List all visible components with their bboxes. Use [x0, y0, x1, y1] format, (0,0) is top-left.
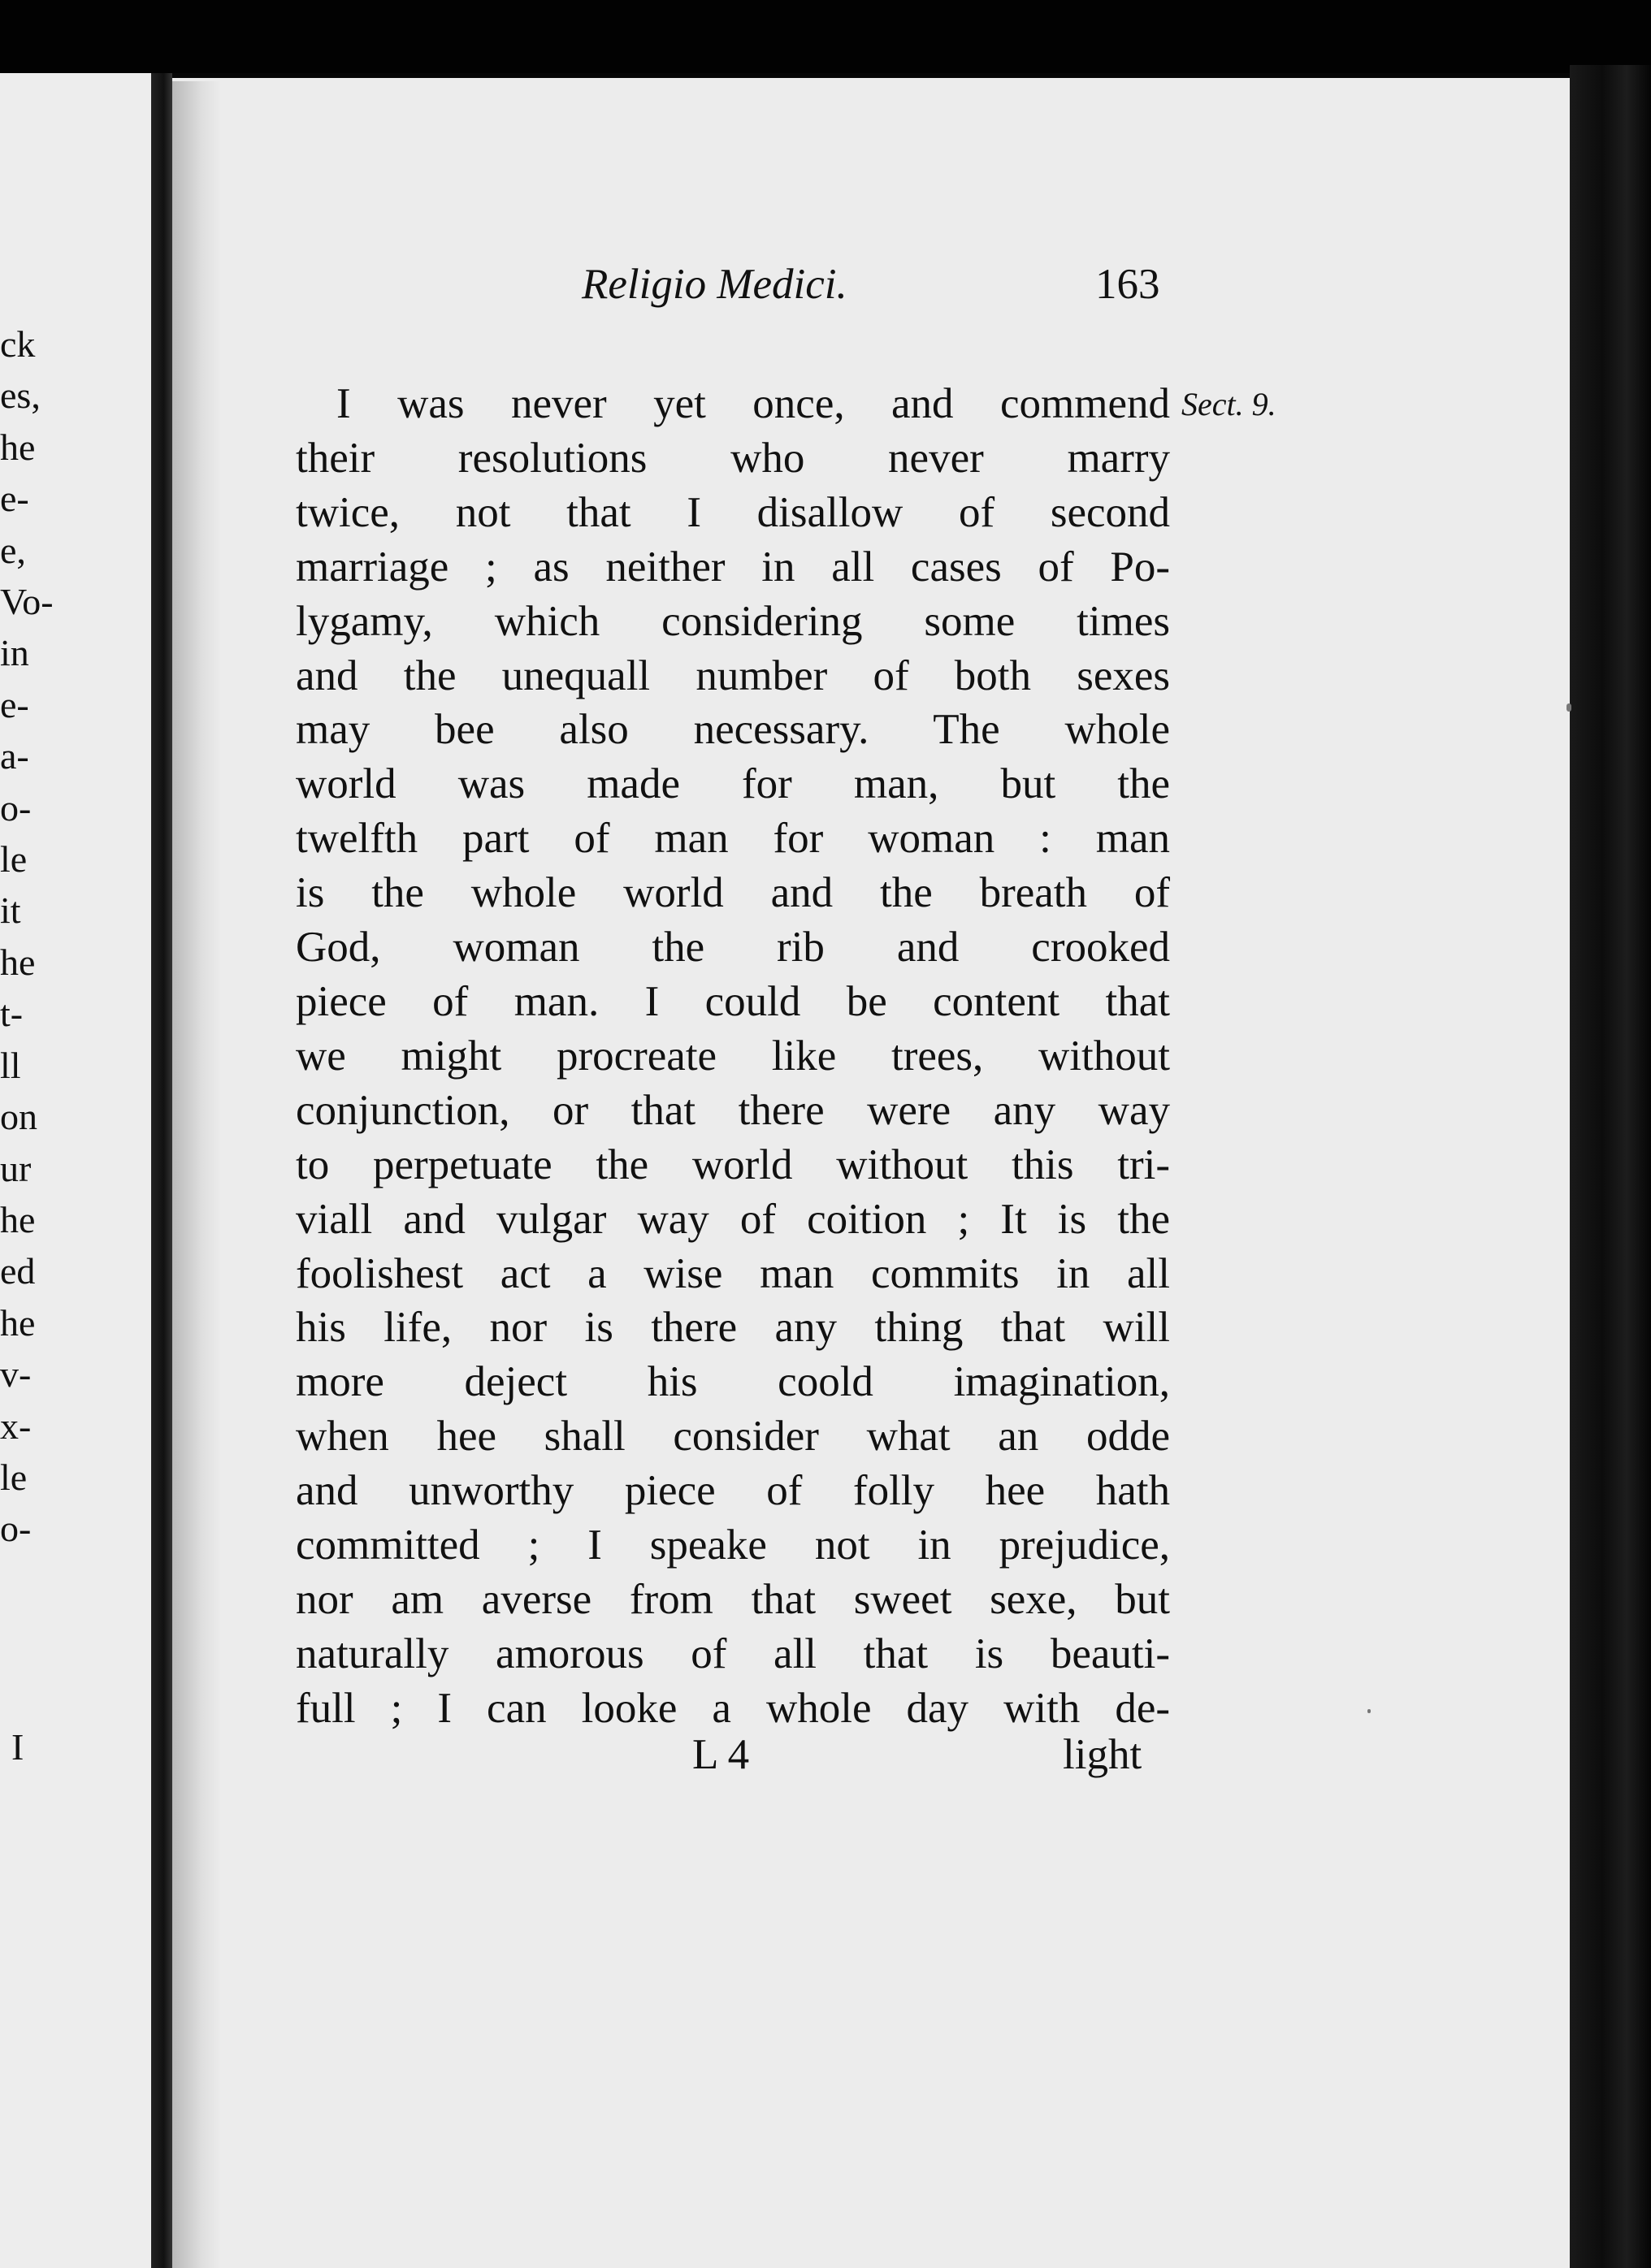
text-line: world was made for man, but the [296, 760, 1170, 808]
text-line: marriage ; as neither in all cases of Po- [296, 543, 1170, 591]
left-page-fragment: a- [0, 735, 29, 777]
text-line: their resolutions who never marry [296, 434, 1170, 482]
page-edge-shadow [1570, 65, 1651, 2268]
text-line: nor am averse from that sweet sexe, but [296, 1575, 1170, 1623]
text-line: we might procreate like trees, without [296, 1032, 1170, 1080]
left-page-fragment: o- [0, 1508, 32, 1550]
left-page-catchword: I [11, 1726, 24, 1768]
text-line: piece of man. I could be content that [296, 977, 1170, 1025]
running-head-title: Religio Medici. [582, 261, 847, 308]
left-page-fragment: ck [0, 323, 36, 365]
section-margin-note: Sect. 9. [1181, 386, 1276, 422]
text-line: is the whole world and the breath of [296, 869, 1170, 917]
gutter-shadow [151, 73, 172, 2268]
left-page-fragment: ll [0, 1044, 21, 1086]
left-page-fragment: it [0, 889, 21, 932]
left-page-fragment: e- [0, 478, 29, 520]
catchword: light [1063, 1731, 1142, 1778]
text-line: more deject his coold imagination, [296, 1358, 1170, 1406]
left-page-fragment: in [0, 632, 29, 674]
text-line: twelfth part of man for woman : man [296, 815, 1170, 863]
gutter-fade [172, 81, 221, 2268]
left-page-fragment: e, [0, 529, 26, 571]
text-line: God, woman the rib and crooked [296, 924, 1170, 972]
text-line: when hee shall consider what an odde [296, 1413, 1170, 1461]
scan-top-border [0, 0, 1651, 73]
left-page-fragment: Vo- [0, 581, 54, 623]
text-line: naturally amorous of all that is beauti- [296, 1630, 1170, 1677]
text-line: twice, not that I disallow of second [296, 488, 1170, 536]
text-line: foolishest act a wise man commits in all [296, 1249, 1170, 1297]
text-line: to perpetuate the world without this tri- [296, 1140, 1170, 1188]
text-line: and unworthy piece of folly hee hath [296, 1467, 1170, 1515]
left-page-fragment: ed [0, 1250, 36, 1292]
left-page-fragment: ur [0, 1147, 32, 1189]
text-line: his life, nor is there any thing that will [296, 1304, 1170, 1352]
page-number: 163 [1095, 261, 1160, 308]
text-line: and the unequall number of both sexes [296, 651, 1170, 699]
text-line: viall and vulgar way of coition ; It is the [296, 1195, 1170, 1243]
printer-signature-mark: L 4 [692, 1731, 750, 1778]
left-page-fragment: e- [0, 683, 29, 725]
left-page-fragment: x- [0, 1405, 32, 1447]
left-page-fragment: he [0, 941, 36, 983]
left-page-fragment: es, [0, 374, 41, 417]
left-page-fragment: he [0, 1301, 36, 1344]
left-page-fragment: v- [0, 1353, 32, 1396]
body-text [296, 377, 1170, 1736]
text-line: lygamy, which considering some times [296, 597, 1170, 645]
left-page-fragment: le [0, 1456, 28, 1498]
left-page-fragment: le [0, 838, 28, 881]
scan-speck [1367, 1709, 1371, 1713]
left-page-fragment: on [0, 1096, 37, 1138]
text-line: full ; I can looke a whole day with de- [296, 1684, 1170, 1732]
left-page-fragment: he [0, 426, 36, 468]
text-line: committed ; I speake not in prejudice, [296, 1521, 1170, 1569]
left-page-fragment: he [0, 1198, 36, 1240]
text-line: I was never yet once, and commend [336, 380, 1170, 427]
text-line: may bee also necessary. The whole [296, 706, 1170, 754]
left-page-fragment: o- [0, 786, 32, 829]
left-page-fragment: t- [0, 993, 24, 1035]
text-line: conjunction, or that there were any way [296, 1086, 1170, 1134]
left-page-text-fragments [0, 318, 54, 1555]
scan-speck [1566, 703, 1571, 712]
